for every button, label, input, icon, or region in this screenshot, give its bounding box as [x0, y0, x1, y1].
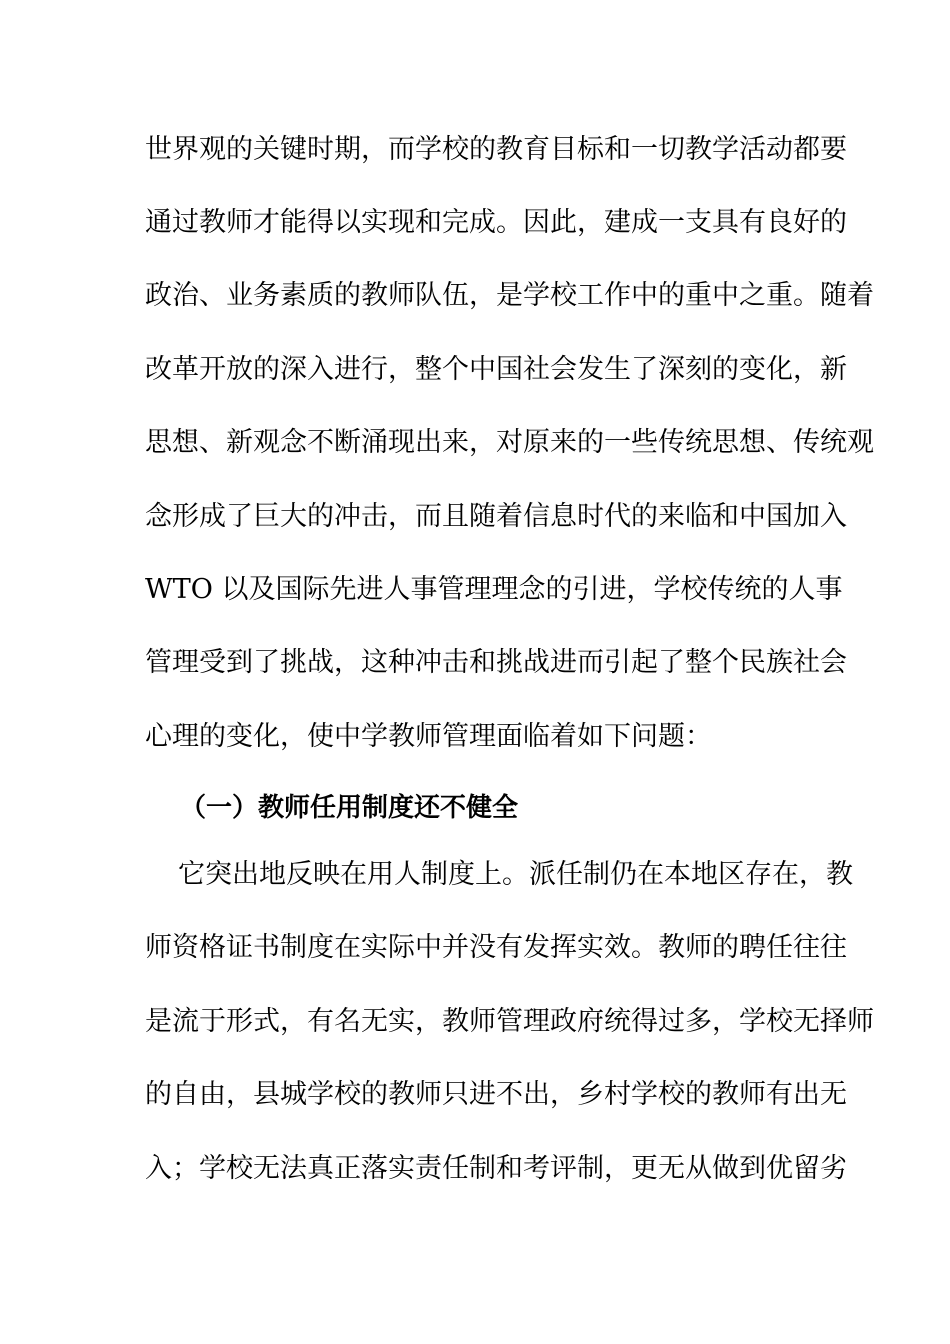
paragraph-line: 它突出地反映在用人制度上。派任制仍在本地区存在，教 — [178, 859, 853, 890]
paragraph-line: 管理受到了挑战，这种冲击和挑战进而引起了整个民族社会 — [145, 647, 847, 678]
paragraph-line: 念形成了巨大的冲击，而且随着信息时代的来临和中国加入 — [145, 501, 847, 532]
paragraph-line: 改革开放的深入进行，整个中国社会发生了深刻的变化，新 — [145, 354, 847, 385]
paragraph-line: 入；学校无法真正落实责任制和考评制，更无从做到优留劣 — [145, 1153, 847, 1184]
paragraph-line: 的自由，县城学校的教师只进不出，乡村学校的教师有出无 — [145, 1079, 847, 1110]
paragraph-line: 是流于形式，有名无实，教师管理政府统得过多，学校无择师 — [145, 1006, 874, 1037]
paragraph-line: 心理的变化，使中学教师管理面临着如下问题： — [145, 721, 712, 752]
section-heading: （一）教师任用制度还不健全 — [180, 793, 519, 823]
paragraph-line: 政治、业务素质的教师队伍，是学校工作中的重中之重。随着 — [145, 280, 874, 311]
paragraph-line: 师资格证书制度在实际中并没有发挥实效。教师的聘任往往 — [145, 932, 847, 963]
paragraph-line: WTO 以及国际先进人事管理理念的引进，学校传统的人事 — [145, 574, 843, 605]
paragraph-line: 世界观的关键时期，而学校的教育目标和一切教学活动都要 — [145, 134, 847, 165]
paragraph-line: 通过教师才能得以实现和完成。因此，建成一支具有良好的 — [145, 207, 847, 238]
paragraph-line: 思想、新观念不断涌现出来，对原来的一些传统思想、传统观 — [145, 427, 874, 458]
